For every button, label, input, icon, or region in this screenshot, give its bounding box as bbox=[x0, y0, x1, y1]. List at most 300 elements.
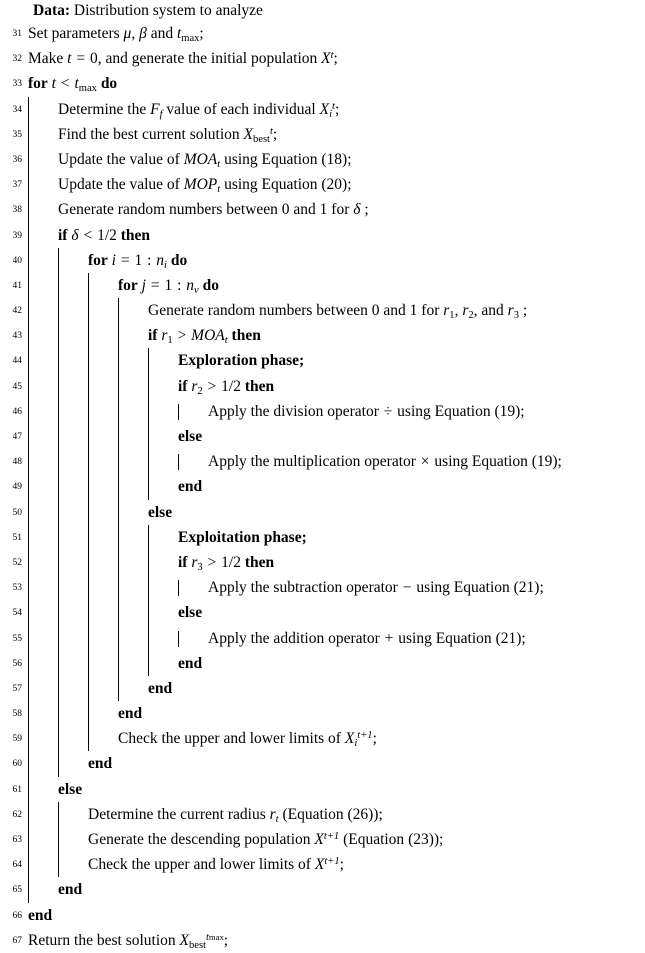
line-content-35 bbox=[58, 122, 277, 147]
text-make: Make bbox=[28, 50, 64, 68]
line-content-55 bbox=[208, 626, 526, 651]
line-content-54: else bbox=[178, 604, 203, 622]
indent-rule-6 bbox=[178, 631, 179, 647]
keyword-for: for bbox=[88, 251, 108, 269]
algorithm-data-header bbox=[0, 0, 645, 21]
indent-rule-3 bbox=[88, 600, 89, 625]
algorithm-line-50 bbox=[0, 500, 645, 525]
indent-rule-1 bbox=[28, 726, 29, 751]
symbol-i: i bbox=[111, 251, 116, 269]
indent-rule-1 bbox=[28, 97, 29, 122]
indent-rule-2 bbox=[58, 651, 59, 676]
symbol-t: t bbox=[176, 25, 182, 42]
subscript-2: 2 bbox=[197, 385, 203, 397]
algorithm-line-49 bbox=[0, 474, 645, 499]
line-number-47: 47 bbox=[12, 432, 22, 442]
keyword-do: do bbox=[202, 276, 219, 294]
reference-equation-21: (21); bbox=[495, 629, 526, 647]
algorithm-line-43 bbox=[0, 323, 645, 348]
reference-equation-23: (23)); bbox=[408, 831, 444, 848]
indent-rule-1 bbox=[28, 701, 29, 726]
line-number-62: 62 bbox=[12, 809, 22, 820]
symbol-X: X bbox=[321, 50, 331, 68]
subscript-i: i bbox=[354, 738, 358, 750]
subscript-f: f bbox=[159, 108, 163, 120]
indent-rule-2 bbox=[58, 550, 59, 575]
symbol-r: r bbox=[507, 302, 514, 320]
line-content-50: else bbox=[148, 503, 173, 521]
text-check-limits: Check the upper and lower limits of bbox=[88, 856, 311, 874]
line-number-54: 54 bbox=[12, 608, 22, 619]
reference-equation-18: (18); bbox=[321, 150, 352, 168]
algorithm-line-67 bbox=[0, 928, 645, 953]
line-content-48 bbox=[208, 449, 562, 474]
operator-division: ÷ bbox=[383, 402, 393, 420]
text-using-equation: using Equation bbox=[416, 579, 510, 597]
indent-rule-3 bbox=[88, 273, 89, 298]
line-number-50: 50 bbox=[12, 507, 22, 518]
algorithm-line-56 bbox=[0, 651, 645, 676]
indent-rule-6 bbox=[178, 454, 179, 470]
value-one-half: 1/2 bbox=[221, 377, 241, 395]
indent-rule-2 bbox=[58, 474, 59, 499]
algorithm-line-65 bbox=[0, 877, 645, 902]
indent-rule-5 bbox=[148, 575, 149, 600]
superscript-t: t bbox=[269, 125, 273, 137]
line-number-59: 59 bbox=[12, 734, 22, 745]
operator-colon: : bbox=[177, 276, 182, 294]
indent-rule-2 bbox=[58, 500, 59, 525]
algorithm-line-37 bbox=[0, 172, 645, 197]
subscript-t: t bbox=[224, 335, 228, 347]
line-number-53: 53 bbox=[12, 583, 22, 594]
algorithm-line-52 bbox=[0, 550, 645, 575]
reference-equation-26: (26)); bbox=[347, 805, 383, 823]
indent-rule-3 bbox=[88, 575, 89, 600]
algorithm-line-61 bbox=[0, 777, 645, 802]
indent-rule-1 bbox=[28, 323, 29, 348]
keyword-if: if bbox=[148, 327, 158, 345]
subscript-best: best bbox=[189, 939, 206, 951]
algorithm-line-62 bbox=[0, 802, 645, 827]
indent-rule-1 bbox=[28, 424, 29, 449]
indent-rule-2 bbox=[58, 374, 59, 399]
symbol-r: r bbox=[269, 805, 276, 823]
text-find-best: Find the best current solution bbox=[58, 125, 240, 143]
operator-addition: + bbox=[384, 629, 394, 647]
indent-rule-2 bbox=[58, 248, 59, 273]
text-equation-open: (Equation bbox=[282, 805, 344, 823]
indent-rule-1 bbox=[28, 197, 29, 222]
punct-semicolon: ; bbox=[333, 50, 338, 68]
algorithm-line-41 bbox=[0, 273, 645, 298]
data-label bbox=[33, 2, 70, 19]
line-number-49: 49 bbox=[12, 482, 22, 493]
indent-rule-5 bbox=[148, 474, 149, 499]
indent-rule-3 bbox=[88, 701, 89, 726]
symbol-delta: δ bbox=[353, 201, 361, 219]
keyword-for: for bbox=[118, 276, 138, 294]
indent-rule-1 bbox=[28, 248, 29, 273]
indent-rule-4 bbox=[118, 525, 119, 550]
sup-subscript-max: max bbox=[208, 931, 224, 942]
line-number-48: 48 bbox=[12, 457, 22, 468]
text-using-equation: using Equation bbox=[397, 402, 491, 420]
text-determine-radius: Determine the current radius bbox=[88, 805, 266, 823]
indent-rule-1 bbox=[28, 399, 29, 424]
line-number-52: 52 bbox=[12, 557, 22, 568]
subscript-2: 2 bbox=[468, 310, 474, 321]
indent-rule-4 bbox=[118, 399, 119, 424]
algorithm-line-44 bbox=[0, 348, 645, 373]
indent-rule-2 bbox=[58, 424, 59, 449]
superscript-t: t bbox=[332, 100, 335, 112]
indent-rule-2 bbox=[58, 626, 59, 651]
symbol-t: t bbox=[74, 75, 79, 93]
text-using-equation: using Equation bbox=[398, 629, 492, 647]
symbol-MOA: MOA bbox=[191, 327, 225, 345]
symbol-t: t bbox=[67, 50, 72, 68]
superscript-t-plus-1: t+1 bbox=[324, 856, 340, 868]
value-zero: 0 bbox=[89, 50, 98, 68]
indent-rule-3 bbox=[88, 399, 89, 424]
superscript-t-max bbox=[206, 932, 224, 943]
line-content-65: end bbox=[58, 881, 83, 899]
line-content-57: end bbox=[148, 679, 173, 697]
indent-rule-3 bbox=[88, 374, 89, 399]
symbol-X: X bbox=[314, 856, 325, 874]
indent-rule-5 bbox=[148, 399, 149, 424]
indent-rule-1 bbox=[28, 676, 29, 701]
operator-subtraction: − bbox=[402, 579, 412, 597]
algorithm-line-38 bbox=[0, 197, 645, 222]
symbol-X: X bbox=[179, 931, 190, 949]
keyword-if: if bbox=[58, 226, 68, 244]
algorithm-line-40 bbox=[0, 248, 645, 273]
line-content-61: else bbox=[58, 780, 83, 798]
algorithm-line-45 bbox=[0, 374, 645, 399]
text-update-value: Update the value of bbox=[58, 176, 180, 194]
line-content-36 bbox=[58, 147, 352, 172]
indent-rule-4 bbox=[118, 626, 119, 651]
algorithm-line-39 bbox=[0, 223, 645, 248]
symbol-mu: μ bbox=[123, 25, 132, 42]
text-value-each-individual: value of each individual bbox=[166, 100, 316, 118]
indent-rule-3 bbox=[88, 626, 89, 651]
value-one-half: 1/2 bbox=[97, 226, 117, 244]
punct-semicolon: ; bbox=[272, 125, 278, 143]
line-number-42: 42 bbox=[12, 306, 22, 317]
subscript-max: max bbox=[78, 83, 97, 95]
line-number-51: 51 bbox=[12, 532, 22, 543]
text-generate-descending: Generate the descending population bbox=[88, 831, 311, 848]
line-number-32: 32 bbox=[12, 54, 22, 65]
line-content-56: end bbox=[178, 654, 203, 672]
subscript-1: 1 bbox=[167, 335, 173, 347]
text-using-equation: using Equation bbox=[224, 150, 318, 168]
indent-rule-2 bbox=[58, 600, 59, 625]
operator-equals: = bbox=[76, 50, 86, 68]
operator-greater-than: > bbox=[177, 327, 187, 345]
algorithm-line-54 bbox=[0, 600, 645, 625]
symbol-delta: δ bbox=[71, 226, 79, 244]
indent-rule-1 bbox=[28, 852, 29, 877]
keyword-then: then bbox=[231, 327, 261, 345]
line-number-35: 35 bbox=[12, 129, 22, 140]
indent-rule-5 bbox=[148, 424, 149, 449]
punct-semicolon: ; bbox=[339, 856, 344, 874]
punct-semicolon: ; bbox=[372, 730, 377, 748]
indent-rule-3 bbox=[88, 298, 89, 323]
line-content-41 bbox=[118, 273, 219, 298]
line-content-44: Exploration phase; bbox=[178, 352, 305, 370]
indent-rule-6 bbox=[178, 404, 179, 420]
indent-rule-2 bbox=[58, 726, 59, 751]
algorithm-line-36 bbox=[0, 147, 645, 172]
indent-rule-1 bbox=[28, 172, 29, 197]
keyword-do: do bbox=[100, 75, 118, 93]
indent-rule-3 bbox=[88, 424, 89, 449]
indent-rule-5 bbox=[148, 449, 149, 474]
indent-rule-3 bbox=[88, 525, 89, 550]
line-content-31 bbox=[28, 21, 204, 46]
superscript-t-plus-1: t+1 bbox=[357, 730, 373, 742]
keyword-if: if bbox=[178, 553, 188, 571]
algorithm-line-48 bbox=[0, 449, 645, 474]
indent-rule-2 bbox=[58, 298, 59, 323]
line-number-33: 33 bbox=[12, 79, 22, 90]
reference-equation-19: (19); bbox=[494, 402, 525, 420]
indent-rule-4 bbox=[118, 600, 119, 625]
symbol-r: r bbox=[462, 302, 469, 320]
line-number-56: 56 bbox=[12, 658, 22, 669]
punct-semicolon: ; bbox=[334, 100, 340, 118]
symbol-n: n bbox=[186, 276, 195, 294]
indent-rule-4 bbox=[118, 575, 119, 600]
line-content-67 bbox=[28, 928, 228, 953]
indent-rule-2 bbox=[58, 827, 59, 852]
line-content-37 bbox=[58, 172, 352, 197]
line-number-46: 46 bbox=[12, 406, 22, 417]
indent-rule-4 bbox=[118, 374, 119, 399]
indent-rule-4 bbox=[118, 449, 119, 474]
line-content-59 bbox=[118, 726, 377, 751]
text-apply-division: Apply the division operator bbox=[208, 402, 379, 420]
indent-rule-4 bbox=[118, 348, 119, 373]
algorithm-line-31 bbox=[0, 21, 645, 46]
algorithm-line-59 bbox=[0, 726, 645, 751]
algorithm-line-55 bbox=[0, 626, 645, 651]
indent-rule-3 bbox=[88, 726, 89, 751]
indent-rule-2 bbox=[58, 676, 59, 701]
symbol-r: r bbox=[191, 377, 198, 395]
line-number-37: 37 bbox=[12, 180, 22, 191]
line-number-58: 58 bbox=[12, 709, 22, 720]
value-one-half: 1/2 bbox=[221, 553, 241, 571]
indent-rule-1 bbox=[28, 525, 29, 550]
subscript-i: i bbox=[164, 259, 167, 271]
superscript-t: t bbox=[330, 50, 334, 62]
indent-rule-3 bbox=[88, 474, 89, 499]
keyword-then: then bbox=[244, 553, 275, 571]
indent-rule-4 bbox=[118, 500, 119, 525]
text-and: and bbox=[150, 25, 174, 42]
algorithm-line-60 bbox=[0, 751, 645, 776]
indent-rule-2 bbox=[58, 399, 59, 424]
text-set-parameters: Set parameters bbox=[28, 25, 120, 42]
indent-rule-4 bbox=[118, 651, 119, 676]
indent-rule-1 bbox=[28, 374, 29, 399]
indent-rule-3 bbox=[88, 550, 89, 575]
indent-rule-1 bbox=[28, 777, 29, 802]
line-content-58: end bbox=[118, 705, 143, 723]
keyword-then: then bbox=[244, 377, 275, 395]
indent-rule-1 bbox=[28, 147, 29, 172]
text-generate-random: Generate random numbers between 0 and 1 for bbox=[58, 201, 350, 219]
indent-rule-5 bbox=[148, 651, 149, 676]
indent-rule-1 bbox=[28, 575, 29, 600]
indent-rule-6 bbox=[178, 580, 179, 596]
algorithm-line-64 bbox=[0, 852, 645, 877]
line-number-64: 64 bbox=[12, 860, 22, 871]
indent-rule-4 bbox=[118, 298, 119, 323]
subscript-max: max bbox=[181, 32, 200, 44]
line-content-45 bbox=[178, 374, 274, 399]
operator-equals: = bbox=[150, 276, 160, 294]
algorithm-line-47 bbox=[0, 424, 645, 449]
line-number-44: 44 bbox=[12, 356, 22, 367]
indent-rule-3 bbox=[88, 500, 89, 525]
text-and: and bbox=[481, 302, 504, 320]
line-number-65: 65 bbox=[12, 885, 22, 896]
reference-equation-20: (20); bbox=[321, 176, 352, 194]
line-number-41: 41 bbox=[12, 280, 22, 291]
text-using-equation: using Equation bbox=[224, 176, 318, 194]
operator-multiplication: × bbox=[420, 453, 430, 471]
operator-greater-than: > bbox=[207, 553, 217, 571]
line-number-57: 57 bbox=[12, 683, 22, 694]
punct-semicolon: ; bbox=[199, 25, 204, 42]
line-number-40: 40 bbox=[12, 255, 22, 266]
indent-rule-1 bbox=[28, 751, 29, 776]
indent-rule-2 bbox=[58, 751, 59, 776]
sup-symbol-t: t bbox=[205, 931, 209, 943]
symbol-beta: β bbox=[139, 25, 147, 42]
algorithm-line-53 bbox=[0, 575, 645, 600]
value-one: 1 bbox=[164, 276, 173, 294]
indent-rule-1 bbox=[28, 626, 29, 651]
line-content-39 bbox=[58, 223, 150, 248]
keyword-then: then bbox=[120, 226, 151, 244]
indent-rule-1 bbox=[28, 827, 29, 852]
symbol-j: j bbox=[141, 276, 146, 294]
operator-less-than: < bbox=[83, 226, 93, 244]
subscript-i: i bbox=[329, 108, 333, 120]
text-return-best: Return the best solution bbox=[28, 931, 176, 949]
symbol-MOP: MOP bbox=[183, 176, 218, 194]
subscript-best: best bbox=[253, 133, 270, 145]
indent-rule-1 bbox=[28, 273, 29, 298]
indent-rule-4 bbox=[118, 424, 119, 449]
reference-equation-19: (19); bbox=[531, 453, 562, 471]
algorithm-line-35 bbox=[0, 122, 645, 147]
line-number-67: 67 bbox=[12, 935, 22, 946]
line-number-31: 31 bbox=[12, 29, 22, 39]
punct-semicolon: ; bbox=[522, 302, 528, 320]
subscript-t: t bbox=[217, 184, 221, 196]
indent-rule-1 bbox=[28, 223, 29, 248]
line-number-34: 34 bbox=[12, 104, 22, 115]
line-content-60: end bbox=[88, 755, 113, 773]
line-content-40 bbox=[88, 248, 187, 273]
indent-rule-2 bbox=[58, 701, 59, 726]
superscript-t-plus-1: t+1 bbox=[323, 830, 340, 842]
algorithm-line-58 bbox=[0, 701, 645, 726]
line-number-36: 36 bbox=[12, 154, 22, 165]
indent-rule-2 bbox=[58, 323, 59, 348]
text-using-equation: using Equation bbox=[434, 453, 528, 471]
indent-rule-2 bbox=[58, 852, 59, 877]
indent-rule-4 bbox=[118, 676, 119, 701]
keyword-for: for bbox=[28, 75, 48, 93]
line-content-43 bbox=[148, 323, 261, 348]
indent-rule-2 bbox=[58, 525, 59, 550]
line-content-33 bbox=[28, 71, 117, 96]
indent-rule-4 bbox=[118, 474, 119, 499]
symbol-r: r bbox=[191, 553, 198, 571]
line-content-51: Exploitation phase; bbox=[178, 528, 307, 546]
indent-rule-3 bbox=[88, 676, 89, 701]
indent-rule-1 bbox=[28, 600, 29, 625]
data-keyword: Data: bbox=[33, 2, 71, 19]
indent-rule-5 bbox=[148, 550, 149, 575]
line-number-66: 66 bbox=[12, 910, 22, 921]
punct-semicolon: ; bbox=[364, 201, 369, 219]
symbol-r: r bbox=[161, 327, 168, 345]
indent-rule-2 bbox=[58, 348, 59, 373]
algorithm-line-57 bbox=[0, 676, 645, 701]
line-number-60: 60 bbox=[12, 759, 22, 770]
indent-rule-5 bbox=[148, 374, 149, 399]
symbol-r: r bbox=[443, 302, 450, 320]
line-content-52 bbox=[178, 550, 274, 575]
algorithm-line-63 bbox=[0, 827, 645, 852]
symbol-MOA: MOA bbox=[183, 150, 218, 168]
keyword-do: do bbox=[170, 251, 188, 269]
line-content-47: else bbox=[178, 428, 203, 445]
indent-rule-2 bbox=[58, 802, 59, 827]
text-apply-addition: Apply the addition operator bbox=[208, 629, 380, 647]
text-equation-open: (Equation bbox=[343, 831, 405, 848]
subscript-3: 3 bbox=[513, 310, 519, 321]
line-number-45: 45 bbox=[12, 381, 22, 392]
line-content-49: end bbox=[178, 478, 203, 496]
indent-rule-1 bbox=[28, 550, 29, 575]
operator-equals: = bbox=[120, 251, 130, 269]
punct-comma: , bbox=[454, 302, 459, 320]
operator-colon: : bbox=[147, 251, 152, 269]
line-content-34 bbox=[58, 97, 339, 122]
indent-rule-3 bbox=[88, 348, 89, 373]
subscript-1: 1 bbox=[449, 310, 455, 321]
symbol-X: X bbox=[344, 730, 355, 748]
indent-rule-3 bbox=[88, 449, 89, 474]
text-generate-random: Generate random numbers between 0 and 1 for bbox=[148, 302, 440, 320]
punct-comma: , bbox=[473, 302, 478, 320]
algorithm-line-32 bbox=[0, 46, 645, 71]
symbol-X: X bbox=[319, 100, 330, 118]
indent-rule-1 bbox=[28, 877, 29, 902]
